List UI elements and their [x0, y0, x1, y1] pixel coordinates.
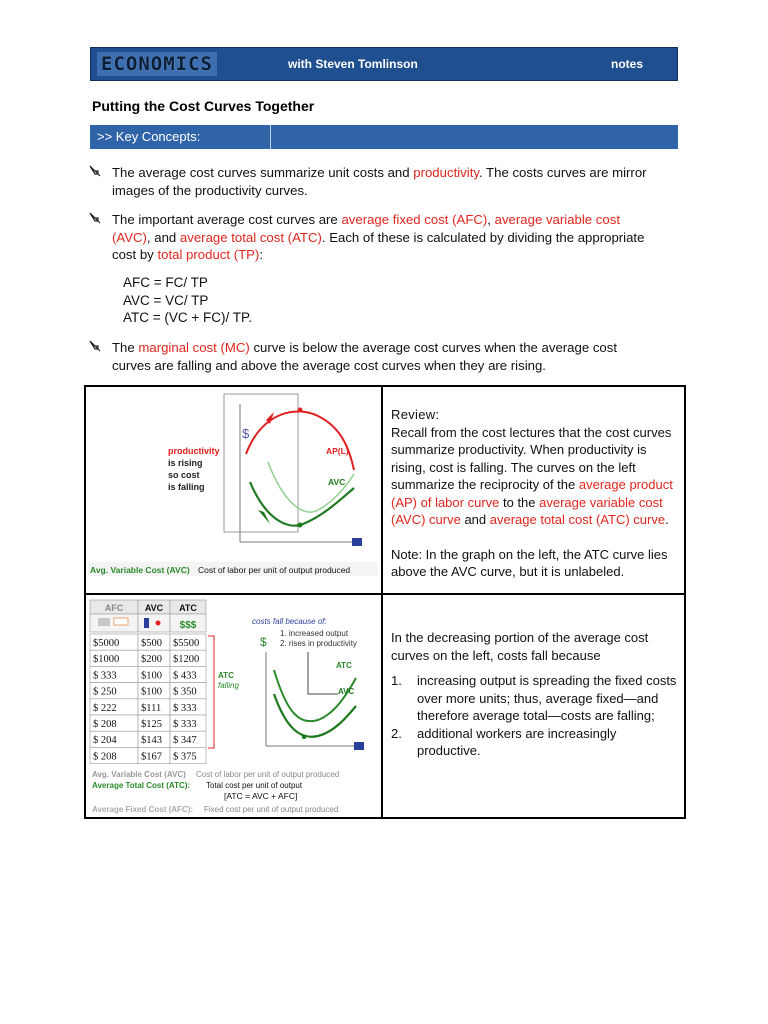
table-cell-value: $100	[141, 670, 162, 682]
avc-min-point	[302, 735, 306, 739]
table-cell-value: $5500	[173, 638, 200, 649]
term-tp: total product (TP)	[157, 247, 260, 262]
avc-label: AVC	[328, 477, 346, 487]
caption-afc-bold: Average Fixed Cost (AFC):	[92, 805, 194, 814]
graph-cost-table	[88, 598, 378, 820]
formulas	[123, 274, 252, 327]
key-concepts-bar	[90, 125, 678, 149]
atc-money-label: $$$	[179, 620, 197, 631]
review-text	[391, 406, 679, 581]
worker-icon	[354, 742, 364, 750]
list-text: increasing output is spreading the fixed costs over more units; thus, average fixed—and therefore average total—costs are falling;	[417, 673, 677, 723]
table-cell-value: $ 250	[93, 686, 117, 698]
list-number: 1.	[391, 673, 402, 688]
list-text: additional workers are increasingly productive.	[417, 725, 617, 758]
review-text-part: Recall from the cost lectures that the cost curves summarize productivity. When productivity is rising, cost is falling. The curves on the left summarize the reciprocity of the	[391, 424, 672, 492]
atc-label: ATC	[336, 661, 352, 670]
table-cell-value: $ 333	[173, 702, 197, 714]
pointing-hand-icon	[88, 339, 102, 353]
table-cell-value: $ 208	[93, 751, 117, 763]
table-cell-value: $ 433	[173, 670, 197, 682]
atc-falling-label-2: falling	[218, 681, 239, 690]
review-label: Review:	[391, 407, 440, 422]
term-avc: average variable cost (AVC)	[112, 212, 620, 245]
key-concepts-label: >> Key Concepts:	[97, 129, 201, 144]
ap-curve	[246, 411, 354, 470]
review-paragraph	[391, 424, 679, 529]
header-afc: AFC	[104, 603, 124, 613]
bullet-text: ,	[487, 212, 495, 227]
review-text-part: .	[665, 512, 669, 527]
list-number: 2.	[391, 725, 402, 741]
icon-cell-avc	[138, 614, 170, 632]
term-productivity: productivity	[413, 165, 479, 180]
falling-bracket	[208, 636, 214, 748]
divider	[270, 125, 271, 149]
term-atc: average total cost (ATC)	[179, 229, 322, 245]
caption-avc-text: Cost of labor per unit of output produced	[198, 565, 351, 575]
table-cell-value: $ 333	[173, 719, 197, 730]
term-avc-curve: average variable cost (AVC) curve	[391, 494, 663, 527]
avc-min-point	[298, 523, 303, 528]
productivity-label-2: is rising	[168, 458, 203, 468]
header-avc: AVC	[144, 603, 164, 613]
productivity-label-3: so cost	[168, 470, 200, 480]
caption-avc-bold: Avg. Variable Cost (AVC)	[92, 770, 186, 779]
review-text-part: and	[460, 512, 490, 527]
list-item	[391, 725, 679, 760]
term-mc: marginal cost (MC)	[138, 340, 250, 355]
caption-atc-bold: Average Total Cost (ATC):	[92, 781, 191, 790]
worker-icon	[144, 618, 149, 628]
table-cell-value: $ 222	[93, 702, 117, 714]
table-cell-value: $111	[141, 702, 162, 714]
caption-avc-bold: Avg. Variable Cost (AVC)	[90, 565, 190, 575]
bullet-text: The	[112, 340, 139, 355]
section-label: notes	[610, 57, 643, 71]
table-cell-value: $125	[141, 719, 162, 730]
reasons-list	[391, 672, 679, 760]
productivity-label-1: productivity	[168, 446, 220, 456]
callout-line	[308, 652, 338, 694]
table-cell-value: $1000	[93, 654, 120, 666]
bullet-productivity	[88, 164, 648, 199]
table-cell-value: $500	[141, 638, 162, 649]
machine-icon	[98, 618, 110, 626]
productivity-label-4: is falling	[168, 482, 205, 492]
header-banner	[90, 47, 678, 81]
bullet-average-cost	[88, 211, 648, 264]
formula-avc: AVC = VC/ TP	[123, 292, 209, 308]
brand-logo: ECONOMICS	[97, 52, 217, 76]
bullet-text: , and	[146, 229, 180, 245]
dollar-label: $	[242, 426, 250, 441]
table-divider-horizontal	[86, 593, 684, 595]
atc-falling-label-1: ATC	[218, 671, 234, 680]
bullet-text: . Each of these is calculated by dividing the appropriate cost by	[112, 229, 645, 262]
table-cell-value: $ 204	[93, 735, 117, 747]
ap-label: AP(L)	[326, 446, 349, 456]
formula-atc: ATC = (VC + FC)/ TP.	[123, 310, 253, 325]
pointing-hand-icon	[88, 211, 102, 225]
atc-curve-light	[268, 462, 354, 512]
wage-icon	[156, 621, 161, 626]
worker-icon	[352, 538, 362, 546]
dollar-label: $	[260, 635, 267, 649]
table-cell-value: $100	[141, 686, 162, 698]
bullet-marginal-cost	[88, 339, 648, 374]
bullet-text: :	[259, 247, 263, 262]
fixed-cost-tag-icon	[114, 618, 128, 625]
caption-atc-text: Total cost per unit of output	[206, 781, 303, 790]
term-afc: average fixed cost (AFC)	[341, 212, 488, 227]
bullet-text: The important average cost curves are	[112, 212, 342, 227]
table-cell-value: $ 375	[173, 751, 197, 763]
reason-1: 1. increased output	[280, 629, 349, 638]
ap-max-point	[298, 408, 303, 413]
header-atc: ATC	[179, 603, 197, 613]
caption-atc-formula: [ATC = AVC + AFC]	[224, 791, 298, 801]
list-item	[391, 672, 679, 725]
table-cell-value: $5000	[93, 638, 120, 649]
decreasing-intro: In the decreasing portion of the average cost curves on the left, costs fall because	[391, 630, 649, 663]
table-cell-value: $ 350	[173, 686, 197, 698]
reason-2: 2. rises in productivity	[280, 639, 357, 648]
avc-curve	[250, 482, 354, 526]
graph-avc-productivity	[88, 392, 378, 580]
caption-afc-text: Fixed cost per unit of output produced	[204, 805, 339, 814]
formula-afc: AFC = FC/ TP	[123, 275, 208, 290]
bullet-text: . The costs curves are mirror images of the productivity curves.	[112, 165, 647, 198]
decreasing-text	[391, 629, 679, 760]
table-cell-value: $1200	[173, 654, 200, 666]
review-note: Note: In the graph on the left, the ATC curve lies above the AVC curve, but it is unlabeled.	[391, 546, 668, 579]
avc-label: AVC	[338, 687, 355, 696]
review-text-part: to the	[499, 494, 540, 510]
caption-avc-text: Cost of labor per unit of output produced	[196, 770, 340, 779]
costs-fall-heading: costs fall because of:	[252, 617, 327, 626]
term-atc-curve: average total cost (ATC) curve	[489, 512, 666, 527]
page-title: Putting the Cost Curves Together	[92, 98, 315, 114]
table-cell-value: $ 208	[93, 719, 117, 730]
table-cell-value: $200	[141, 654, 162, 666]
table-cell-value: $ 333	[93, 670, 117, 682]
bullet-text: The average cost curves summarize unit costs and	[112, 165, 414, 180]
bullet-text: curve is below the average cost curves when the average cost curves are falling and above the average cost curves when they are rising.	[112, 340, 618, 373]
term-ap-curve: average product (AP) of labor curve	[391, 477, 673, 510]
pointing-hand-icon	[88, 164, 102, 178]
table-cell-value: $143	[141, 735, 162, 747]
table-cell-value: $ 347	[173, 735, 197, 747]
table-divider-vertical	[381, 387, 383, 817]
author-label: with Steven Tomlinson	[288, 57, 418, 71]
cost-table-rows	[90, 634, 206, 764]
table-cell-value: $167	[141, 751, 162, 763]
